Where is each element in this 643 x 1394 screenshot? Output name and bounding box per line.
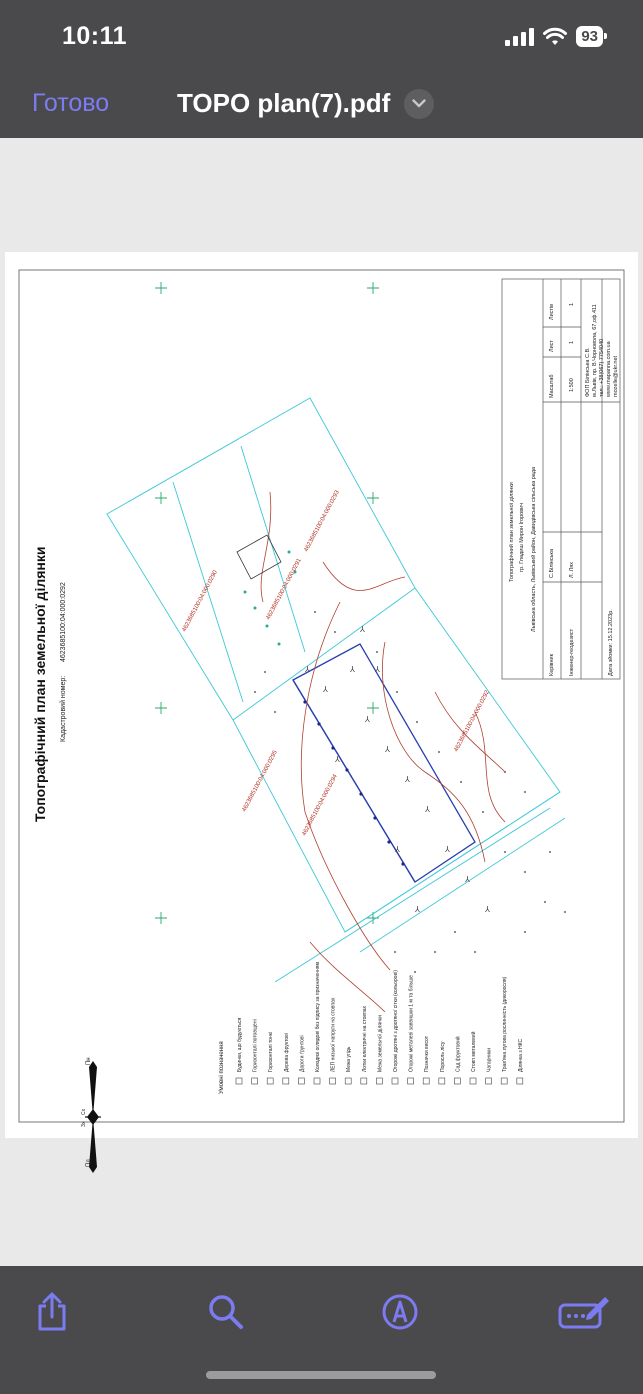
legend-item: Межа земельної ділянки [377, 1015, 384, 1072]
svg-text:4623685100:04:000:0292: 4623685100:04:000:0292 [453, 689, 491, 753]
svg-text:⅄: ⅄ [485, 905, 490, 914]
legend-symbol [470, 1078, 476, 1084]
vegetation-marks [304, 625, 490, 914]
legend-item: ЛЕП низької напруги на стовпах [330, 997, 337, 1072]
legend-symbol [423, 1078, 429, 1084]
page-frame [19, 270, 624, 1122]
legend-symbol [517, 1078, 523, 1084]
height-points [254, 611, 566, 973]
svg-text:Львівська область, Львівський: Львівська область, Львівський район, Давидівська сільська рада [531, 466, 537, 632]
legend-symbol [283, 1078, 289, 1084]
legend-symbol [236, 1078, 242, 1084]
svg-text:Сх: Сх [81, 1108, 87, 1115]
parcel-labels [181, 489, 491, 837]
svg-text:1: 1 [569, 302, 575, 306]
cadastral-number: 4623685100:04:000:0292 [60, 582, 67, 662]
grid-crosses [155, 282, 379, 924]
legend-item: Лотки електричні на стовпах [361, 1006, 368, 1072]
svg-text:4623685100:04:000:0291: 4623685100:04:000:0291 [265, 557, 303, 621]
svg-text:С.Білінська: С.Білінська [549, 548, 555, 578]
top-bar [0, 0, 643, 138]
battery-icon: 93 [576, 26, 603, 47]
cadastral-label: Кадастровий номер: [60, 675, 67, 742]
legend-symbol [376, 1078, 382, 1084]
svg-text:4623685100:04:000:0293: 4623685100:04:000:0293 [303, 489, 341, 553]
pdf-page[interactable] [5, 252, 638, 1167]
svg-text:Лист: Лист [549, 340, 555, 352]
legend-symbol [454, 1078, 460, 1084]
svg-text:тел.: +38(067) 7754040: тел.: +38(067) 7754040 [599, 338, 605, 397]
search-icon[interactable] [204, 1290, 248, 1334]
svg-text:⅄: ⅄ [365, 715, 370, 724]
svg-text:Інженер-геодезист: Інженер-геодезист [569, 628, 575, 676]
legend-symbol [439, 1078, 445, 1084]
legend-symbol [408, 1078, 414, 1084]
legend-item: Стовп металевий [471, 1031, 477, 1072]
legend-item: Дороги ґрунтові [299, 1035, 306, 1072]
legend-item: Будинки, що будуються [237, 1017, 243, 1072]
svg-text:Умовні позначення: Умовні позначення [219, 1041, 225, 1094]
document-title[interactable]: TOPO plan(7).pdf [177, 88, 391, 118]
svg-text:⅄: ⅄ [425, 805, 430, 814]
svg-text:ФОП Білінська С.В.: ФОП Білінська С.В. [585, 347, 591, 397]
legend-symbol [361, 1078, 367, 1084]
svg-text:4623685100:04:000:0294: 4623685100:04:000:0294 [301, 773, 339, 837]
svg-text:Масштаб: Масштаб [549, 374, 555, 398]
svg-text:Л. Лях: Л. Лях [569, 561, 575, 578]
legend-item: Ділянка з НКС [517, 1038, 524, 1072]
svg-text:гр. Гладиш Мирон Ігорович: гр. Гладиш Мирон Ігорович [519, 502, 525, 572]
svg-text:4623685100:04:000:0295: 4623685100:04:000:0295 [241, 749, 279, 813]
svg-text:mozelle@ukr.net: mozelle@ukr.net [613, 355, 619, 397]
svg-text:⅄: ⅄ [350, 665, 355, 674]
parcel-boundaries [107, 398, 565, 982]
legend-item: Горизонталі потовщені [252, 1019, 259, 1072]
legend-item: Дерева фруктові [283, 1033, 290, 1072]
status-time: 10:11 [62, 22, 128, 50]
home-indicator[interactable] [206, 1371, 436, 1379]
legend-symbol [314, 1078, 320, 1084]
fence-points [303, 700, 404, 865]
done-button[interactable]: Готово [32, 89, 110, 117]
status-icons [505, 26, 603, 47]
svg-text:⅄: ⅄ [385, 745, 390, 754]
svg-text:1: 1 [569, 340, 575, 344]
legend-item: Чагарники [486, 1048, 493, 1072]
document-title-group[interactable] [177, 88, 434, 119]
legend-item: Огорожі дротяні з дротяної сітки (кольорові) [393, 970, 399, 1072]
svg-text:4623685100:04:000:0290: 4623685100:04:000:0290 [181, 569, 219, 633]
legend-symbol [486, 1078, 492, 1084]
legend [219, 962, 524, 1094]
svg-text:м.Львів, пр. В.Чорновола, 67,о: м.Львів, пр. В.Чорновола, 67,оф.411 [592, 304, 598, 397]
svg-text:⅄: ⅄ [375, 665, 380, 674]
legend-symbol [252, 1078, 258, 1084]
legend-item: Позначки висот [424, 1036, 431, 1072]
wifi-icon [543, 28, 567, 46]
share-icon[interactable] [30, 1290, 74, 1334]
svg-text:Пд: Пд [86, 1159, 92, 1167]
svg-text:⅄: ⅄ [405, 775, 410, 784]
legend-item: Межа угідь [346, 1046, 353, 1072]
svg-text:⅄: ⅄ [335, 755, 340, 764]
svg-text:www.mapanna.com.ua: www.mapanna.com.ua [606, 341, 612, 397]
compass-rose [81, 1057, 101, 1173]
legend-symbol [345, 1078, 351, 1084]
legend-item: Горизонталі тонкі [268, 1031, 275, 1072]
legend-item: Огорожі металеві заввишки 1 м та більше [408, 975, 415, 1072]
legend-symbol [298, 1078, 304, 1084]
edit-signature-icon[interactable] [556, 1290, 612, 1334]
svg-text:Керівник: Керівник [549, 654, 555, 676]
legend-item: Поросль лісу [439, 1041, 446, 1072]
svg-text:1:500: 1:500 [569, 378, 575, 392]
svg-text:Топографічний план земельної д: Топографічний план земельної ділянки [509, 482, 515, 582]
legend-item: Сад фруктовий [455, 1036, 462, 1072]
chevron-down-icon[interactable] [404, 89, 434, 119]
legend-symbol [392, 1078, 398, 1084]
svg-text:⅄: ⅄ [395, 845, 400, 854]
cellular-signal-icon [505, 28, 534, 46]
markup-icon[interactable] [378, 1290, 422, 1334]
building [237, 535, 281, 579]
svg-text:⅄: ⅄ [323, 685, 328, 694]
svg-text:Листів: Листів [549, 303, 555, 320]
svg-text:⅄: ⅄ [360, 625, 365, 634]
svg-text:Пн: Пн [86, 1057, 92, 1065]
svg-text:⅄: ⅄ [305, 665, 310, 674]
topographic-plan-drawing [5, 252, 638, 1167]
legend-item: Трав'яна лугова рослинність (дикоросля) [502, 976, 509, 1072]
legend-symbol [330, 1078, 336, 1084]
plan-title: Топографічний план земельної ділянки [32, 546, 48, 822]
svg-text:Дата зйомки: 15.12.2023р.: Дата зйомки: 15.12.2023р. [608, 609, 614, 676]
legend-item: Колодязі оглядові без підпису за призначенням [315, 962, 321, 1072]
svg-text:⅄: ⅄ [465, 875, 470, 884]
legend-symbol [501, 1078, 507, 1084]
legend-symbol [267, 1078, 273, 1084]
svg-text:Зх: Зх [81, 1121, 87, 1127]
svg-text:⅄: ⅄ [415, 905, 420, 914]
svg-text:⅄: ⅄ [445, 845, 450, 854]
